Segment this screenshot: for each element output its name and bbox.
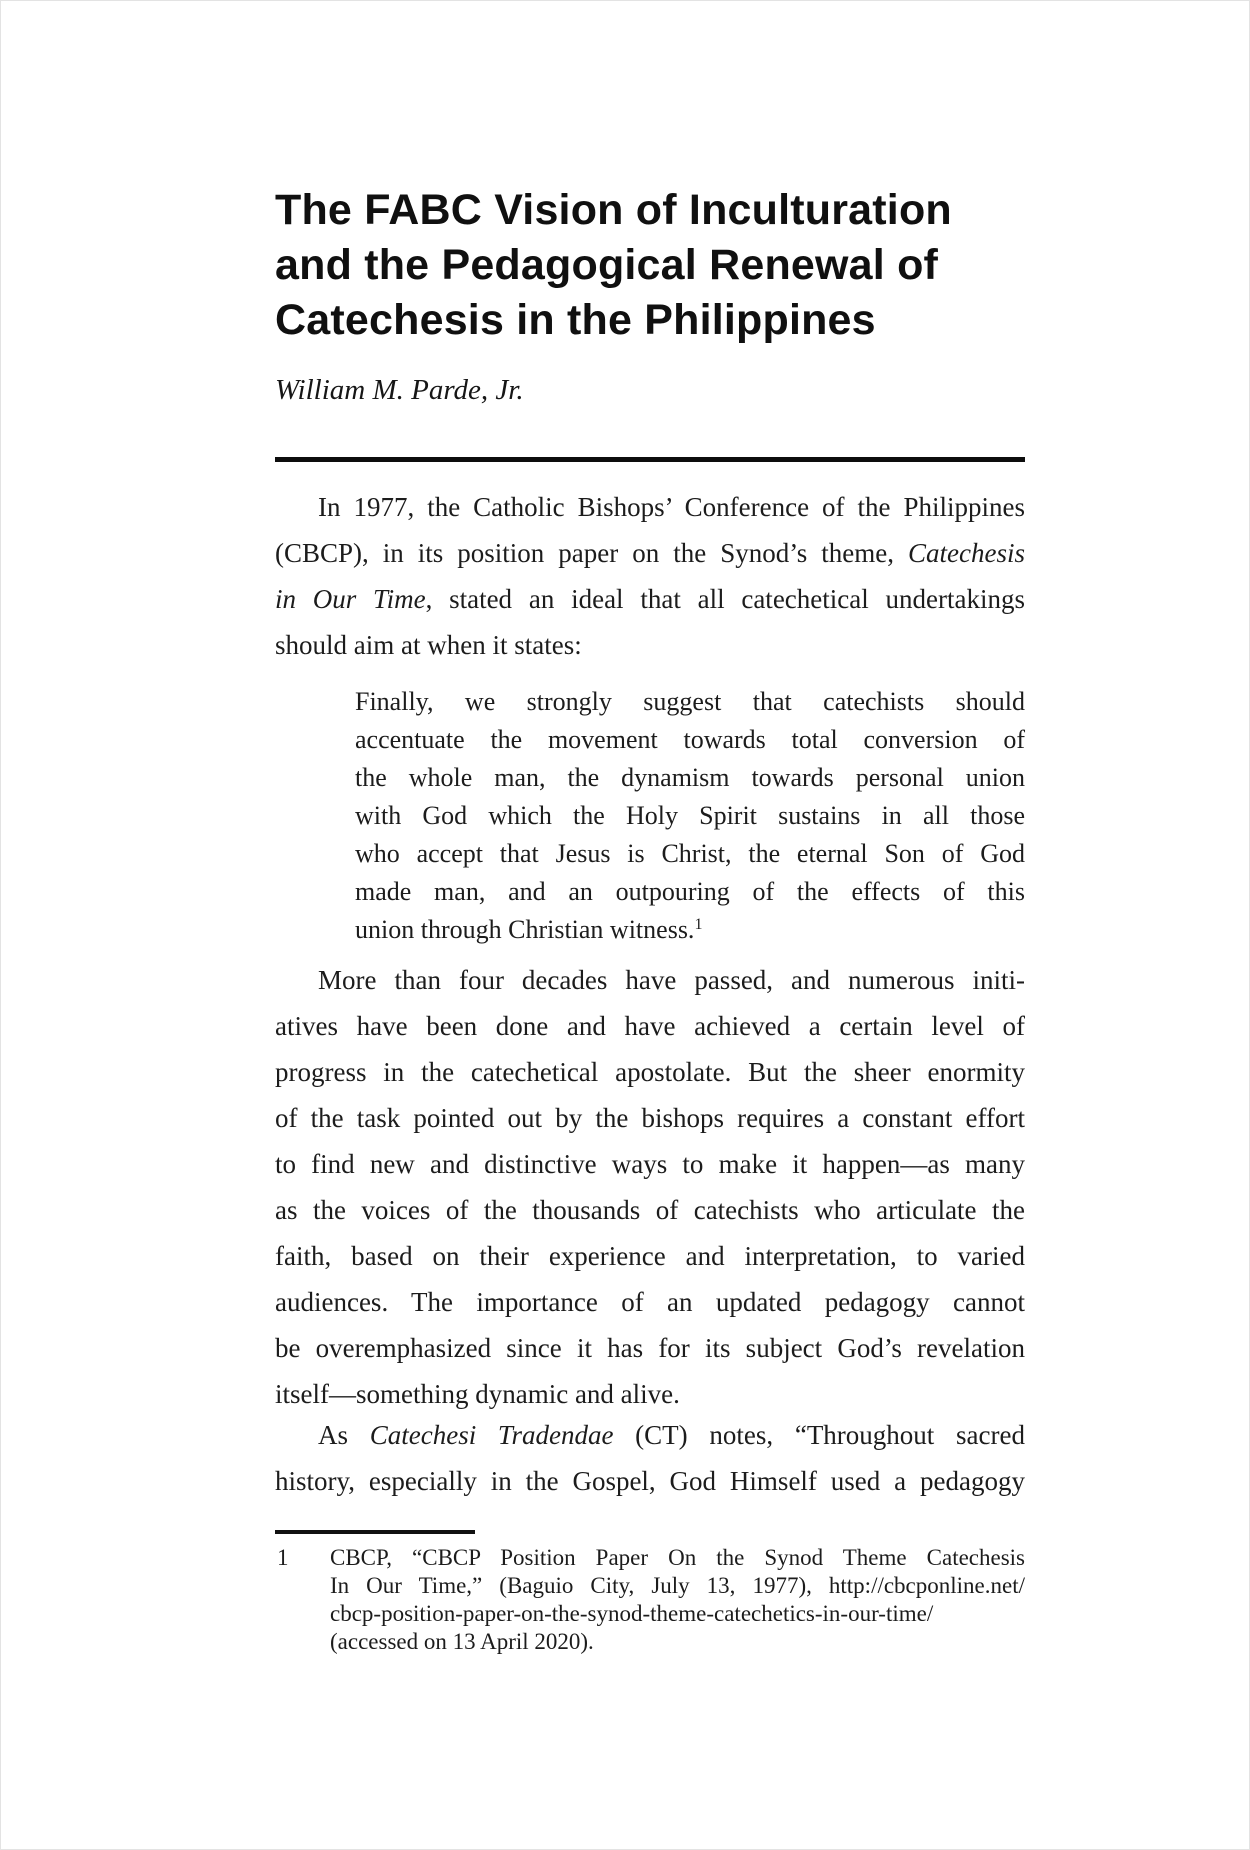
text-line: made man, and an outpouring of the effects of this [355,877,1025,906]
text-line: Finally, we strongly suggest that catechists should [355,687,1025,716]
text-line: More than four decades have passed, and numerous initi- [318,965,1025,995]
text-line: atives have been done and have achieved a certain level of [275,1011,1025,1041]
intro-paragraph [275,484,1025,668]
text-line: itself—something dynamic and alive. [275,1379,680,1409]
text-line: with God which the Holy Spirit sustains in all those [355,801,1025,830]
text-line: history, especially in the Gospel, God Himself used a pedagogy [275,1466,1025,1496]
text-line: In 1977, the Catholic Bishops’ Conference of the Philippines [318,492,1025,522]
author-byline: William M. Parde, Jr. [275,374,524,406]
text-line: (CBCP), in its position paper on the Synod’s theme, Catechesis [275,538,1025,568]
footnote-number: 1 [277,1545,289,1570]
text-line: (accessed on 13 April 2020). [330,1629,594,1654]
text-line: CBCP, “CBCP Position Paper On the Synod Theme Catechesis [330,1545,1025,1570]
body-paragraph [275,957,1025,1417]
title-line: and the Pedagogical Renewal of [275,241,939,289]
title-line: Catechesis in the Philippines [275,296,876,344]
text-line: cbcp-position-paper-on-the-synod-theme-catechetics-in-our-time/ [330,1601,934,1626]
blockquote [355,683,1025,949]
text-line: union through Christian witness.$^1$ [355,915,703,944]
text-line: as the voices of the thousands of catechists who articulate the [275,1195,1025,1225]
text-line: the whole man, the dynamism towards personal union [355,763,1025,792]
footnote [275,1544,1025,1656]
text-line: In Our Time,” (Baguio City, July 13, 1977), http://cbcponline.net/ [330,1573,1025,1598]
text-line: As Catechesi Tradendae (CT) notes, “Throughout sacred [318,1420,1025,1450]
footnote-divider [275,1530,475,1534]
title-line: The FABC Vision of Inculturation [275,186,952,234]
text-line: of the task pointed out by the bishops requires a constant effort [275,1103,1025,1133]
text-line: should aim at when it states: [275,630,582,660]
text-line: who accept that Jesus is Christ, the eternal Son of God [355,839,1025,868]
text-line: progress in the catechetical apostolate. But the sheer enormity [275,1057,1025,1087]
closing-paragraph [275,1412,1025,1504]
text-line: be overemphasized since it has for its subject God’s revelation [275,1333,1025,1363]
article-title [275,183,1035,348]
text-line: to find new and distinctive ways to make it happen—as many [275,1149,1025,1179]
text-line: accentuate the movement towards total conversion of [355,725,1025,754]
text-line: in Our Time, stated an ideal that all catechetical undertakings [275,584,1025,614]
footnote-text [330,1544,1025,1656]
text-line: faith, based on their experience and interpretation, to varied [275,1241,1025,1271]
text-line: audiences. The importance of an updated pedagogy cannot [275,1287,1025,1317]
title-divider [275,457,1025,462]
footnote-reference: 1 [694,916,703,934]
